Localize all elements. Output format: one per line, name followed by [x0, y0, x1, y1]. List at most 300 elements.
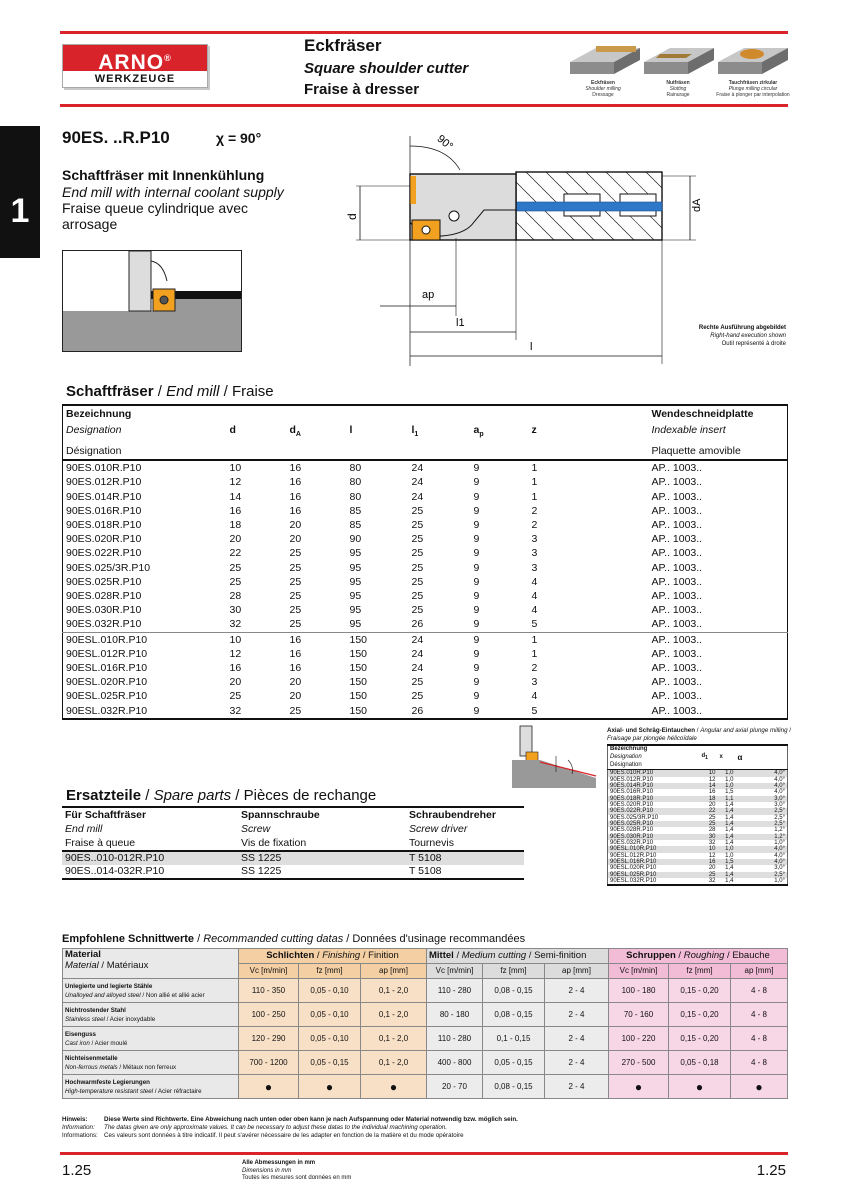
spare-cell: 90ES..014-032R.P10 [65, 865, 165, 877]
spare-col-driver-fr: Tournevis [406, 836, 524, 851]
dim-label-ap: ap [422, 289, 435, 301]
group-medium: Mittel / Medium cutting / Semi-finition [427, 949, 609, 964]
plunge-cell: 4,0° [736, 846, 788, 852]
table-row [63, 561, 788, 575]
cell-ap: 9 [473, 504, 480, 517]
plunge-cell: 90ES.016R.P10 [610, 789, 654, 796]
plunge-cell: 4,0° [736, 859, 788, 865]
cell-z: 1 [531, 476, 538, 489]
table-row [608, 770, 788, 777]
plunge-cell: 1,5 [718, 859, 736, 865]
plunge-cell: 1,4 [718, 821, 736, 827]
cell-dA: 16 [289, 476, 302, 489]
cell-designation: 90ES.028R.P10 [66, 589, 142, 602]
cell-d: 16 [229, 661, 242, 674]
spare-col-screw-en: Screw [241, 823, 271, 835]
cell-z: 5 [531, 618, 538, 631]
cell-insert: AP.. 1003.. [651, 661, 703, 674]
cutting-value: 100 - 220 [609, 1027, 669, 1051]
col-ap: $a_p$ [473, 424, 484, 439]
table-row [63, 1051, 788, 1075]
material-header: Material Material / Matériaux [63, 949, 239, 979]
plunge-cell: 1,4 [718, 834, 736, 840]
cutting-value: 0,05 - 0,18 [669, 1051, 731, 1075]
plunge-cell: 1,0 [725, 852, 734, 859]
plunge-table-body [608, 770, 788, 886]
plunge-cell: 4,0° [774, 852, 785, 859]
cell-l: 150 [349, 704, 368, 717]
material-name-de: Eisenguss [65, 1030, 96, 1038]
spare-cell: T 5108 [409, 865, 442, 877]
plunge-cell: 90ES.025/3R.P10 [610, 814, 659, 821]
cell-dA: 20 [289, 518, 302, 531]
table-row [63, 704, 788, 719]
cell-insert: AP.. 1003.. [651, 518, 703, 531]
cell-ap: 9 [473, 462, 480, 475]
cutting-data-table [62, 948, 788, 1099]
material-name-fr: Acier réfractaire [157, 1087, 202, 1095]
cell-d: 20 [229, 676, 242, 689]
footer-rule [60, 1152, 788, 1155]
cell-dA: 25 [289, 589, 302, 602]
cutting-value: 0,05 - 0,15 [299, 1051, 361, 1075]
cell-l: 90 [349, 533, 362, 546]
group-roughing: Schruppen / Roughing / Ebauche [609, 949, 788, 964]
thumb-caption-slotting: Nutfräsen Slotting Rainurage [666, 80, 690, 98]
plunge-col-x: x [719, 754, 723, 761]
cutting-value: 100 - 250 [239, 1003, 299, 1027]
cell-insert: AP.. 1003.. [651, 618, 703, 631]
cell-ap: 9 [473, 575, 480, 588]
cell-l: 95 [349, 547, 362, 560]
plunge-cell: 1,0 [718, 770, 736, 777]
plunge-cell: 4,0° [736, 770, 788, 777]
cell-designation: 90ESL.010R.P10 [63, 632, 227, 647]
plunge-cell: 1,4 [718, 872, 736, 878]
cutting-value: 0,15 - 0,20 [669, 1027, 731, 1051]
cell-ap: 9 [473, 476, 480, 489]
cutting-value: 110 - 280 [427, 1027, 483, 1051]
cell-l: 95 [349, 561, 362, 574]
cell-insert: AP.. 1003.. [651, 476, 703, 489]
material-name-de: Nichtrostender Stahl [65, 1006, 126, 1014]
cutting-value: 70 - 160 [609, 1003, 669, 1027]
spare-col-endmill-en: End mill [65, 823, 103, 835]
plunge-cell: 1,4 [725, 814, 734, 821]
table-row [63, 689, 788, 703]
cell-l1: 25 [411, 589, 424, 602]
cell-designation: 90ES.016R.P10 [66, 504, 142, 517]
plunge-cell: 90ESL.020R.P10 [610, 865, 657, 872]
cell-d: 16 [229, 504, 242, 517]
plunge-cell: 90ES.025R.P10 [608, 821, 700, 827]
cell-l: 85 [349, 504, 362, 517]
cell-l: 150 [349, 661, 368, 674]
col-designation-fr: Désignation [63, 443, 227, 460]
cutting-value: 0,08 - 0,15 [483, 1003, 545, 1027]
material-name-en: High-temperature resistant steel [65, 1087, 154, 1095]
plunge-col-alpha: α [737, 753, 743, 763]
cutting-value: ● [669, 1075, 731, 1099]
title-en: Square shoulder cutter [304, 60, 469, 77]
table-row [63, 475, 788, 489]
header-rule-bottom [60, 104, 788, 107]
plunge-cell: 4,0° [736, 783, 788, 789]
plunge-cell: 3,0° [736, 796, 788, 802]
note-en: Information: The datas given are only approximate values. It can be necessary to adjust these datas to the individual machining operation. [62, 1124, 447, 1131]
plunge-cell: 1,4 [725, 878, 734, 885]
endmill-table [62, 404, 788, 720]
plunge-cell: 3,0° [774, 801, 785, 808]
cell-l1: 25 [411, 575, 424, 588]
cell-l1: 26 [411, 704, 424, 717]
cell-designation: 90ES.012R.P10 [66, 476, 142, 489]
plunge-cell: 1,0 [718, 846, 736, 852]
cell-designation: 90ES.020R.P10 [66, 533, 142, 546]
col-l: l [349, 424, 353, 436]
plunge-title: Axial- und Schräg-Eintauchen / Angular and axial plunge milling / Fraisage par plongée hélicoïdale [607, 727, 792, 742]
col-d: d [229, 424, 236, 436]
cell-dA: 20 [289, 533, 302, 546]
roughing-ap: ap [mm] [731, 964, 788, 979]
cutting-value: ● [299, 1075, 361, 1099]
product-code: 90ES. ..R.P10 [62, 128, 170, 147]
cell-designation: 90ESL.020R.P10 [66, 676, 148, 689]
plunge-cell: 1,1 [718, 796, 736, 802]
plunge-cell: 2,5° [736, 808, 788, 814]
cell-designation: 90ES.025/3R.P10 [66, 561, 151, 574]
medium-vc: Vc [m/min] [427, 964, 483, 979]
col-dA: $d_A$ [289, 424, 301, 439]
cell-designation: 90ES.014R.P10 [66, 490, 142, 503]
plunge-col-d1: $d_1$ [701, 753, 708, 762]
plunge-cell: 10 [700, 846, 718, 852]
cell-ap: 9 [473, 547, 480, 560]
page-number-left: 1.25 [62, 1162, 92, 1179]
cutting-value: 4 - 8 [731, 1051, 788, 1075]
col-insert-de: Wendeschneidplatte [651, 408, 754, 420]
plunge-cell: 90ESL.010R.P10 [608, 846, 700, 852]
cutting-value: 0,05 - 0,10 [299, 979, 361, 1003]
cell-d: 30 [229, 604, 242, 617]
cell-ap: 9 [473, 618, 480, 631]
dimension-note: Alle Abmessungen in mm Dimensions in mm Toutes les mesures sont données en mm [242, 1160, 352, 1182]
cell-insert: AP.. 1003.. [651, 462, 703, 475]
cell-ap: 9 [473, 661, 480, 674]
material-name-de: Nichteisenmetalle [65, 1054, 118, 1062]
plunge-col-desig-de: Bezeichnung [610, 746, 648, 752]
cell-l1: 25 [411, 690, 424, 703]
cutting-value: 4 - 8 [731, 1003, 788, 1027]
plunge-cell: 2,5° [736, 821, 788, 827]
spare-section-title: Ersatzteile / Spare parts / Pièces de rechange [66, 787, 377, 804]
table-row [63, 532, 788, 546]
cell-l: 95 [349, 604, 362, 617]
cell-z: 5 [531, 704, 538, 717]
cutting-value: 0,05 - 0,10 [299, 1027, 361, 1051]
table-row [608, 878, 788, 885]
cutting-value: 4 - 8 [731, 979, 788, 1003]
cell-dA: 16 [289, 462, 302, 475]
plunge-cell: 12 [708, 852, 716, 859]
cell-z: 4 [531, 589, 538, 602]
cell-d: 32 [229, 704, 242, 717]
cell-designation: 90ES.032R.P10 [66, 618, 142, 631]
medium-ap: ap [mm] [545, 964, 609, 979]
cell-l1: 25 [411, 676, 424, 689]
cell-d: 22 [229, 547, 242, 560]
cell-z: 1 [529, 632, 649, 647]
table-row [63, 546, 788, 560]
dim-label-dA: dA [691, 198, 703, 212]
plunge-cell: 1,2° [774, 827, 785, 834]
shoulder-inset-drawing [62, 250, 242, 352]
cutting-value: ● [731, 1075, 788, 1099]
cell-insert: AP.. 1003.. [651, 547, 703, 560]
plunge-cell: 90ES.014R.P10 [608, 783, 700, 789]
rh-note-de: Rechte Ausführung abgebildet [698, 325, 786, 331]
cell-designation: 90ESL.032R.P10 [66, 704, 148, 717]
cell-designation: 90ES.030R.P10 [66, 604, 142, 617]
material-name-fr: Acier inoxydable [109, 1015, 156, 1023]
cell-z: 1 [531, 462, 538, 475]
cell-d: 10 [227, 632, 287, 647]
logo-bottom: WERKZEUGE [94, 73, 176, 85]
cell-ap: 9 [473, 561, 480, 574]
cell-insert: AP.. 1003.. [651, 561, 703, 574]
cell-designation: 90ES.022R.P10 [66, 547, 142, 560]
table-row [63, 504, 788, 518]
table-row [62, 851, 524, 865]
cell-dA: 16 [289, 490, 302, 503]
thumb-caption-shoulder: Eckfräsen Shoulder milling Dressage [585, 80, 621, 98]
spare-col-driver-de: Schraubendreher [409, 809, 496, 821]
cell-ap: 9 [473, 589, 480, 602]
cell-dA: 25 [289, 618, 302, 631]
col-insert-fr: Plaquette amovible [649, 443, 788, 460]
col-insert-en: Indexable insert [651, 424, 726, 436]
plunge-cell: 90ES.030R.P10 [608, 834, 700, 840]
plunge-cell: 1,4 [718, 808, 736, 814]
spare-col-endmill-fr: Fraise à queue [62, 836, 238, 851]
material-name-en: Non-ferrous metals [65, 1063, 118, 1071]
material-name-en: Stainless steel [65, 1015, 105, 1023]
page-number-right: 1.25 [756, 1162, 786, 1179]
cell-ap: 9 [473, 690, 480, 703]
medium-fz: fz [mm] [483, 964, 545, 979]
table-row [63, 675, 788, 689]
plunge-cell: 25 [700, 872, 718, 878]
cell-ap: 9 [473, 518, 480, 531]
note-de: Hinweis: Diese Werte sind Richtwerte. Eine Abweichung nach unten oder oben kann je nach Aufspannung oder Material notwendig bzw. möglich sein. [62, 1116, 518, 1123]
plunge-cell: 4,0° [774, 789, 785, 796]
table-row [63, 647, 788, 661]
table-row [63, 603, 788, 617]
cell-dA: 20 [289, 676, 302, 689]
cell-dA: 16 [289, 504, 302, 517]
cutting-value: 0,15 - 0,20 [669, 979, 731, 1003]
cutting-value: ● [361, 1075, 427, 1099]
plunge-cell: 1,0 [725, 776, 734, 783]
plunge-cell: 28 [708, 827, 716, 834]
cutting-value: 2 - 4 [545, 979, 609, 1003]
cutting-data-body [63, 979, 788, 1099]
plunge-cell: 32 [708, 839, 716, 846]
cell-l1: 25 [411, 547, 424, 560]
cell-designation: 90ES.018R.P10 [66, 518, 142, 531]
plunge-cell: 90ESL.012R.P10 [610, 852, 657, 859]
plunge-cell: 3,0° [774, 865, 785, 872]
description-en: End mill with internal coolant supply [62, 184, 284, 200]
col-designation-en: Designation [66, 424, 122, 436]
cell-insert: AP.. 1003.. [651, 676, 703, 689]
rh-note-fr: Outil représenté à droite [721, 341, 786, 347]
cutting-value: 0,1 - 0,15 [483, 1027, 545, 1051]
roughing-fz: fz [mm] [669, 964, 731, 979]
cell-d: 18 [229, 518, 242, 531]
cell-l: 85 [349, 518, 362, 531]
table-row [63, 575, 788, 589]
table-row [63, 589, 788, 603]
operation-thumbnails [566, 40, 790, 102]
cell-designation: 90ES.025R.P10 [66, 575, 142, 588]
cell-l1: 26 [411, 618, 424, 631]
cell-l1: 25 [411, 504, 424, 517]
cell-insert: AP.. 1003.. [651, 704, 703, 717]
operation-illustrations [566, 40, 790, 80]
material-name-en: Unalloyed and alloyed steel [65, 991, 141, 999]
cell-z: 2 [531, 504, 538, 517]
finishing-fz: fz [mm] [299, 964, 361, 979]
plunge-cell: 1,4 [725, 801, 734, 808]
plunge-cell: 90ES.010R.P10 [608, 770, 700, 777]
cell-l: 80 [349, 476, 362, 489]
cutting-value: 20 - 70 [427, 1075, 483, 1099]
cutting-value: 0,05 - 0,15 [483, 1051, 545, 1075]
spare-col-endmill-de: Für Schaftfräser [65, 809, 147, 821]
table-row [63, 460, 788, 475]
plunge-cell: 12 [708, 776, 716, 783]
plunge-cell: 1,2° [736, 834, 788, 840]
spare-cell: SS 1225 [241, 865, 282, 877]
material-cell: Nichteisenmetalle Non-ferrous metals / Métaux non ferreux [63, 1051, 239, 1075]
chapter-tab: 1 [0, 126, 40, 258]
cutting-value: 100 - 180 [609, 979, 669, 1003]
cell-l1: 25 [411, 604, 424, 617]
description-fr: Fraise queue cylindrique avec arrosage [62, 200, 248, 232]
cell-insert: AP.. 1003.. [651, 533, 703, 546]
table-row [63, 1075, 788, 1099]
cell-ap: 9 [473, 704, 480, 717]
cell-d: 20 [229, 533, 242, 546]
col-z: z [531, 424, 537, 436]
logo-top: ARNO® [63, 45, 207, 71]
cell-l1: 24 [411, 490, 424, 503]
plunge-cell: 90ESL.016R.P10 [608, 859, 700, 865]
cell-l1: 25 [411, 518, 424, 531]
plunge-cell: 25 [700, 821, 718, 827]
plunge-cell: 90ES.032R.P10 [610, 839, 654, 846]
note-fr: Informations: Ces valeurs sont données à titre indicatif. Il peut s'avérer nécessaire de les adapter en fonction de la matière et du mode opératoire [62, 1132, 464, 1139]
plunge-cell: 90ES.012R.P10 [610, 776, 654, 783]
cutting-value: 2 - 4 [545, 1003, 609, 1027]
cell-d: 28 [229, 589, 242, 602]
plunge-cell: 22 [700, 808, 718, 814]
cell-insert: AP.. 1003.. [649, 632, 788, 647]
cell-l1: 24 [411, 661, 424, 674]
cell-l: 95 [349, 618, 362, 631]
plunge-cell: 1,4 [725, 839, 734, 846]
cell-insert: AP.. 1003.. [651, 589, 703, 602]
plunge-cell: 18 [700, 796, 718, 802]
cell-z: 4 [531, 604, 538, 617]
table-row [63, 661, 788, 675]
plunge-cell: 25 [708, 814, 716, 821]
finishing-vc: Vc [m/min] [239, 964, 299, 979]
cell-dA: 20 [289, 690, 302, 703]
cutting-value: 110 - 350 [239, 979, 299, 1003]
cell-dA: 25 [289, 704, 302, 717]
title-de: Eckfräser [304, 36, 382, 55]
spare-col-screw-fr: Vis de fixation [238, 836, 406, 851]
cell-d: 25 [229, 690, 242, 703]
plunge-cell: 90ESL.032R.P10 [610, 878, 657, 885]
cell-designation: 90ES.010R.P10 [66, 462, 142, 475]
cell-z: 1 [531, 647, 538, 660]
plunge-cell: 2,5° [736, 872, 788, 878]
material-cell: Nichtrostender Stahl Stainless steel / Acier inoxydable [63, 1003, 239, 1027]
endmill-section-title: Schaftfräser / End mill / Fraise [66, 383, 274, 400]
cell-l: 80 [349, 490, 362, 503]
cell-l: 150 [347, 632, 409, 647]
cell-ap: 9 [473, 490, 480, 503]
table-row [63, 1003, 788, 1027]
cutting-section-title: Empfohlene Schnittwerte / Recommanded cutting datas / Données d'usinage recommandées [62, 933, 526, 945]
cell-l: 95 [349, 589, 362, 602]
plunge-cell: 20 [708, 801, 716, 808]
cell-z: 3 [531, 533, 538, 546]
col-l1: $l_1$ [411, 424, 419, 439]
plunge-cell: 2,5° [774, 814, 785, 821]
cutting-value: ● [609, 1075, 669, 1099]
plunge-cell: 90ES.020R.P10 [610, 801, 654, 808]
cell-l: 150 [349, 676, 368, 689]
material-name-de: Hochwarmfeste Legierungen [65, 1078, 150, 1086]
cell-z: 2 [531, 661, 538, 674]
cell-insert: AP.. 1003.. [651, 490, 703, 503]
plunge-cell: 90ES.028R.P10 [610, 827, 654, 834]
cell-l: 80 [349, 462, 362, 475]
cell-d: 12 [229, 476, 242, 489]
cell-d: 25 [229, 575, 242, 588]
spare-parts-body [62, 851, 524, 879]
cell-z: 3 [531, 676, 538, 689]
shoulder-inset-illustration [63, 251, 241, 351]
plunge-cell: 1,0° [774, 878, 785, 885]
cell-d: 14 [229, 490, 242, 503]
cell-designation: 90ESL.012R.P10 [66, 647, 148, 660]
plunge-cell: 1,4 [725, 827, 734, 834]
plunge-col-desig-fr: Désignation [608, 762, 700, 770]
cutting-value: 110 - 280 [427, 979, 483, 1003]
col-designation-de: Bezeichnung [66, 408, 132, 420]
table-row [63, 979, 788, 1003]
cell-dA: 25 [289, 547, 302, 560]
cell-l: 150 [349, 690, 368, 703]
plunge-cell: 16 [700, 859, 718, 865]
material-name-en: Cast iron [65, 1039, 90, 1047]
cell-dA: 16 [289, 661, 302, 674]
